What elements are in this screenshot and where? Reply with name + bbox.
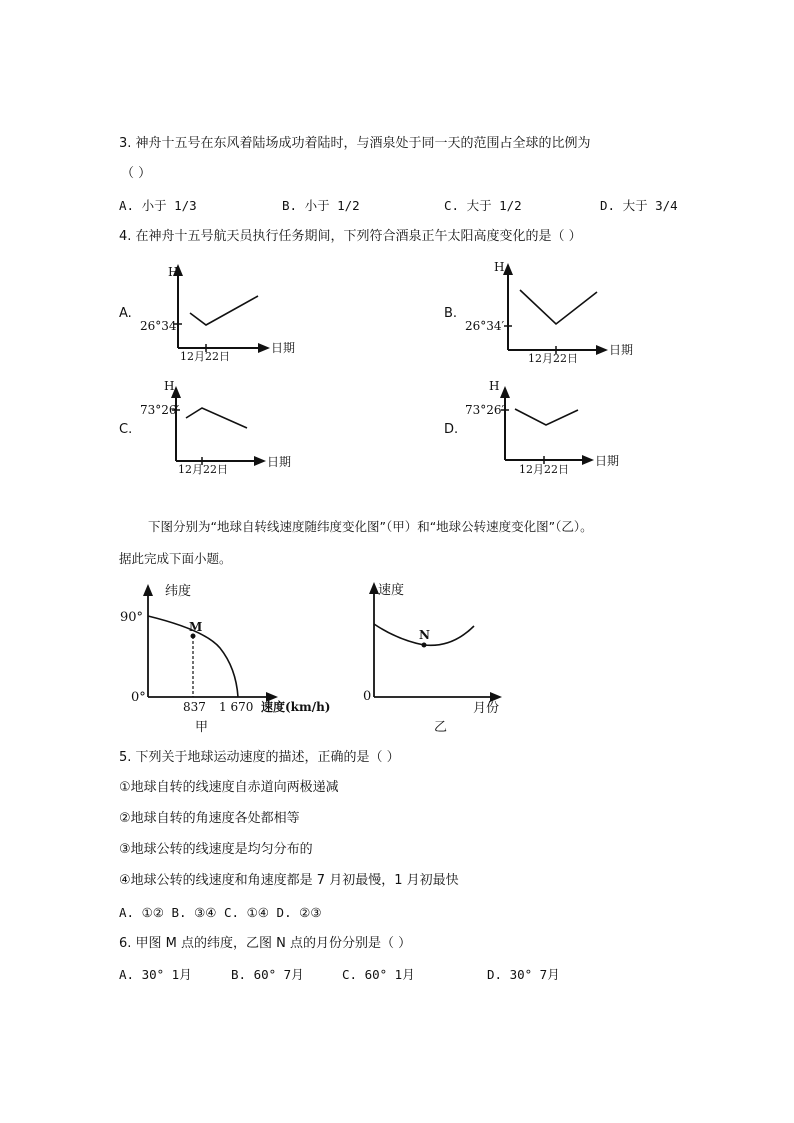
q3-stem: 3. 神舟十五号在东风着陆场成功着陆时，与酒泉处于同一天的范围占全球的比例为 — [119, 136, 591, 151]
x-axis-label: 速度(km/h) — [261, 700, 331, 714]
origin-label: 0 — [363, 689, 372, 704]
origin-label: 0° — [131, 690, 146, 705]
x-axis-label: 日期 — [271, 341, 296, 355]
y-tick-label: 73°26′ — [465, 403, 505, 417]
q6-option-d: D. 30° 7月 — [487, 967, 560, 982]
q5-item-3: ③地球公转的线速度是均匀分布的 — [119, 842, 313, 857]
figure-caption-yi: 乙 — [434, 720, 448, 735]
y-tick-label: 26°34′ — [140, 319, 180, 333]
q3-option-d: D. 大于 3/4 — [600, 198, 678, 213]
q5-options: A. ①② B. ③④ C. ①④ D. ②③ — [119, 905, 322, 920]
x-axis-label: 日期 — [609, 343, 634, 357]
q5-item-2: ②地球自转的角速度各处都相等 — [119, 811, 300, 826]
q6-option-c: C. 60° 1月 — [342, 967, 415, 982]
q6-option-a: A. 30° 1月 — [119, 967, 192, 982]
q6-stem: 6. 甲图 M 点的纬度，乙图 N 点的月份分别是（ ） — [119, 936, 412, 951]
x-tick-label: 12月22日 — [519, 463, 569, 476]
q4-graph-c-letter: C. — [119, 422, 133, 437]
q4-graph-b-letter: B. — [444, 306, 458, 321]
x-tick-label: 12月22日 — [178, 463, 228, 476]
point-n — [422, 643, 427, 648]
y-top-label: 90° — [120, 610, 144, 625]
y-tick-label: 73°26′ — [140, 403, 180, 417]
q3-option-a: A. 小于 1/3 — [119, 198, 197, 213]
q4-stem: 4. 在神舟十五号航天员执行任务期间，下列符合酒泉正午太阳高度变化的是（ ） — [119, 229, 582, 244]
intro-line-2: 据此完成下面小题。 — [119, 551, 232, 566]
q4-graph-a-letter: A. — [119, 306, 132, 321]
y-tick-label: 26°34′ — [465, 319, 505, 333]
intro-line-1: 下图分别为“地球自转线速度随纬度变化图”（甲）和“地球公转速度变化图”（乙）。 — [148, 519, 593, 534]
y-axis-label: H — [168, 265, 179, 279]
y-axis-label: H — [494, 260, 505, 274]
x-tick-label: 12月22日 — [180, 350, 230, 363]
figure-caption-jia: 甲 — [195, 720, 209, 735]
x-tick-1670: 1 670 — [219, 700, 254, 714]
x-tick-label: 12月22日 — [528, 352, 578, 365]
q3-option-b: B. 小于 1/2 — [282, 198, 360, 213]
y-axis-label: H — [489, 379, 500, 393]
q3-option-c: C. 大于 1/2 — [444, 198, 522, 213]
x-axis-label: 月份 — [473, 701, 500, 716]
q3-answer-paren: （ ） — [121, 166, 152, 181]
q5-item-1: ①地球自转的线速度自赤道向两极递减 — [119, 780, 339, 795]
x-axis-label: 日期 — [267, 455, 292, 469]
y-axis-label: 速度 — [378, 583, 405, 598]
q6-option-b: B. 60° 7月 — [231, 967, 304, 982]
y-axis-label: 纬度 — [165, 584, 192, 599]
point-m-label: M — [189, 620, 203, 634]
point-n-label: N — [419, 628, 430, 642]
x-axis-label: 日期 — [595, 454, 620, 468]
q4-graph-d-letter: D. — [444, 422, 459, 437]
q5-item-4: ④地球公转的线速度和角速度都是 7 月初最慢，1 月初最快 — [119, 873, 459, 888]
y-axis-label: H — [164, 379, 175, 393]
q5-stem: 5. 下列关于地球运动速度的描述，正确的是（ ） — [119, 750, 400, 765]
x-tick-837: 837 — [183, 700, 206, 714]
